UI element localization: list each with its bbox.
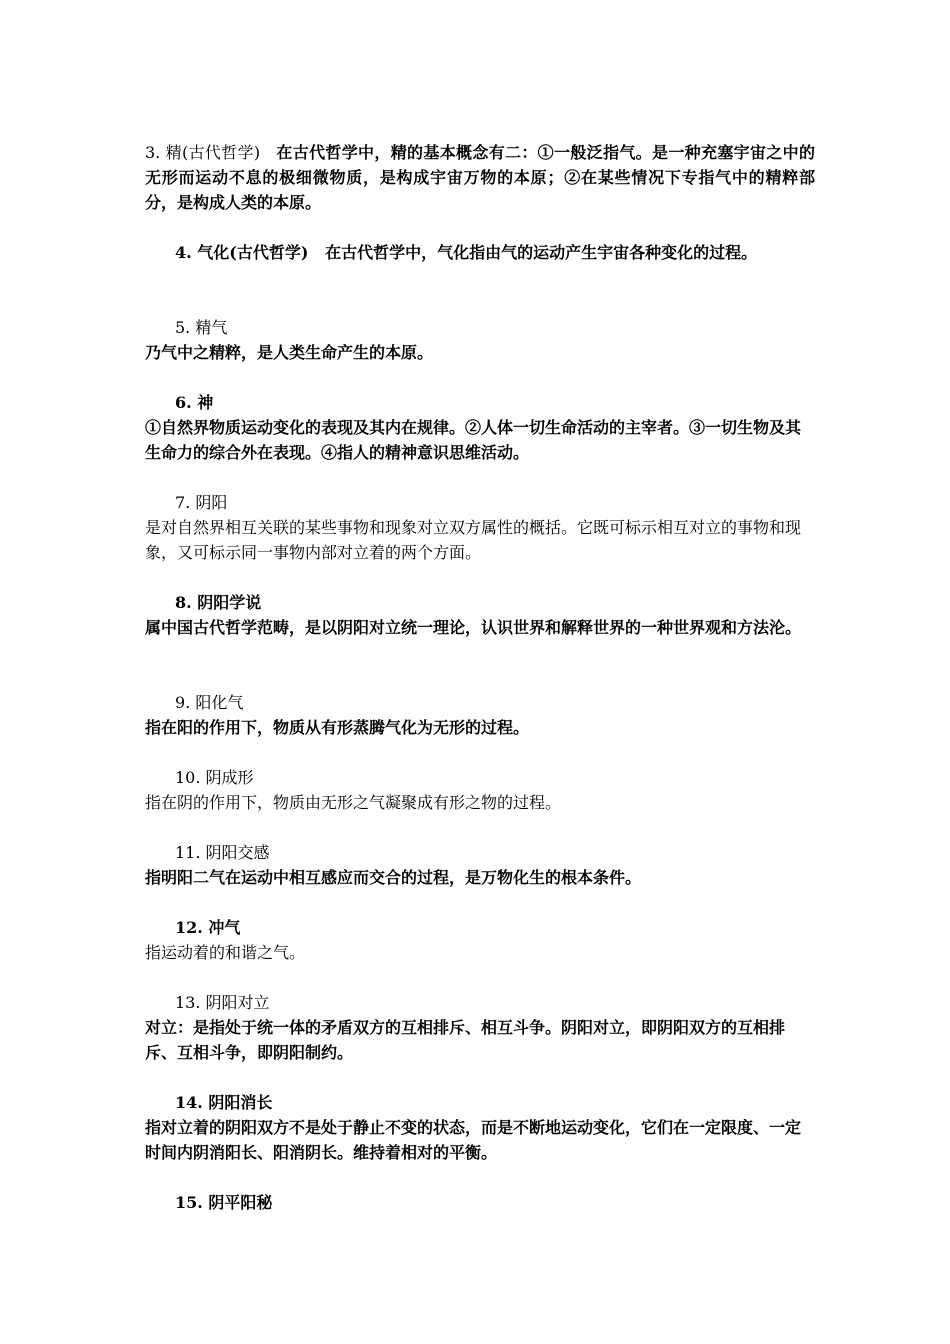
entry-text: 在古代哲学中，气化指由气的运动产生宇宙各种变化的过程。 xyxy=(325,243,758,262)
entry-heading xyxy=(145,690,815,715)
entry-term: 冲气 xyxy=(208,918,241,937)
entry-text: 乃气中之精粹，是人类生命产生的本原。 xyxy=(145,343,434,362)
entry-term: 阴阳对立 xyxy=(205,993,270,1012)
entry-term: 阴阳 xyxy=(195,493,228,512)
entry-number: 6. xyxy=(175,393,192,412)
entry-3 xyxy=(145,140,815,215)
entry-7 xyxy=(145,490,815,565)
entry-text: 属中国古代哲学范畴，是以阴阳对立统一理论，认识世界和解释世界的一种世界观和方法沦。 xyxy=(145,618,802,637)
entry-number: 7. xyxy=(175,493,191,512)
entry-term: 阴阳学说 xyxy=(197,593,262,612)
entry-15 xyxy=(145,1190,815,1215)
entry-11 xyxy=(145,840,815,890)
entry-9 xyxy=(145,690,815,740)
entry-text: 在古代哲学中，精的基本概念有二：①一般泛指气。是一种充塞宇宙之中的无形而运动不息的极细微物质，是构成宇宙万物的本原；②在某些情况下专指气中的精粹部分，是构成人类的本原。 xyxy=(145,143,815,212)
entry-heading xyxy=(145,390,815,415)
entry-number: 14. xyxy=(175,1093,203,1112)
entry-number: 4. xyxy=(175,243,192,262)
entry-heading xyxy=(145,1090,815,1115)
entry-heading xyxy=(145,1190,815,1215)
entry-number: 10. xyxy=(175,768,201,787)
entry-8 xyxy=(145,590,815,640)
entry-heading xyxy=(145,990,815,1015)
entry-number: 3. xyxy=(145,143,161,162)
entry-13 xyxy=(145,990,815,1065)
entry-number: 12. xyxy=(175,918,203,937)
entry-term: 阴阳消长 xyxy=(208,1093,273,1112)
entry-heading xyxy=(145,315,815,340)
entry-term: 阴成形 xyxy=(205,768,254,787)
entry-text: 指在阳的作用下，物质从有形蒸腾气化为无形的过程。 xyxy=(145,718,530,737)
entry-5 xyxy=(145,315,815,365)
entry-heading xyxy=(145,915,815,940)
entry-10 xyxy=(145,765,815,815)
entry-text: 指在阴的作用下，物质由无形之气凝聚成有形之物的过程。 xyxy=(145,793,562,812)
entry-term: 精气 xyxy=(195,318,228,337)
entry-number: 5. xyxy=(175,318,191,337)
entry-text: 是对自然界相互关联的某些事物和现象对立双方属性的概括。它既可标示相互对立的事物和现象，又可标示同一事物内部对立着的两个方面。 xyxy=(145,518,802,562)
entry-heading xyxy=(145,765,815,790)
entry-number: 15. xyxy=(175,1193,203,1212)
entry-text: 指明阳二气在运动中相互感应而交合的过程，是万物化生的根本条件。 xyxy=(145,868,642,887)
entry-number: 11. xyxy=(175,843,201,862)
entry-term: 气化(古代哲学) xyxy=(197,243,309,262)
entry-12 xyxy=(145,915,815,965)
entry-term: 神 xyxy=(197,393,214,412)
entry-text: 指对立着的阴阳双方不是处于静止不变的状态，而是不断地运动变化，它们在一定限度、一定时间内阴消阳长、阳消阴长。维持着相对的平衡。 xyxy=(145,1118,802,1162)
entry-text: ①自然界物质运动变化的表现及其内在规律。②人体一切生命活动的主宰者。③一切生物及其生命力的综合外在表现。④指人的精神意识思维活动。 xyxy=(145,418,802,462)
entry-4 xyxy=(145,240,815,265)
entry-term: 阴平阳秘 xyxy=(208,1193,273,1212)
entry-14 xyxy=(145,1090,815,1165)
entry-text: 指运动着的和谐之气。 xyxy=(145,943,306,962)
entry-paragraph xyxy=(145,140,815,215)
entry-number: 8. xyxy=(175,593,192,612)
entry-heading xyxy=(145,490,815,515)
entry-paragraph xyxy=(145,240,815,265)
entry-term: 精(古代哲学) xyxy=(165,143,261,162)
entry-heading xyxy=(145,840,815,865)
entry-term: 阳化气 xyxy=(195,693,244,712)
entry-number: 13. xyxy=(175,993,201,1012)
entry-heading xyxy=(145,590,815,615)
entry-text: 对立：是指处于统一体的矛盾双方的互相排斥、相互斗争。阴阳对立，即阴阳双方的互相排斥、互相斗争，即阴阳制约。 xyxy=(145,1018,786,1062)
entry-number: 9. xyxy=(175,693,191,712)
entry-6 xyxy=(145,390,815,465)
entry-term: 阴阳交感 xyxy=(205,843,270,862)
